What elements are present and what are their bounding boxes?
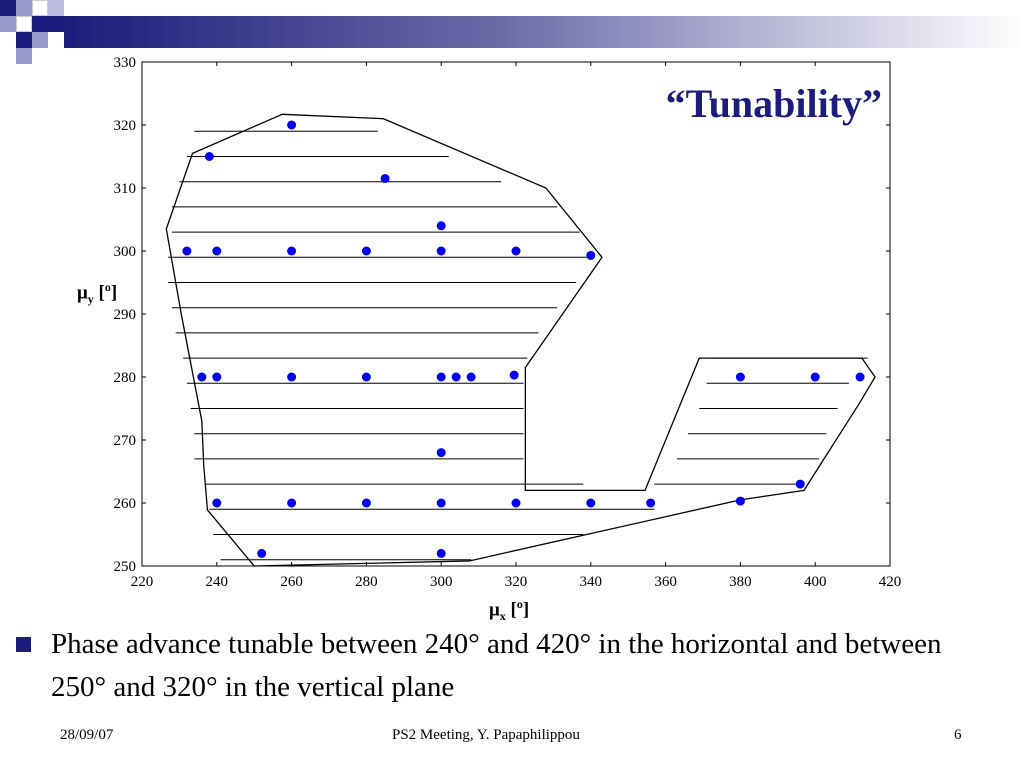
y-tick-label: 270 (113, 433, 136, 449)
x-tick-label: 260 (280, 574, 303, 590)
data-point (452, 373, 461, 382)
data-point (437, 373, 446, 382)
data-point (856, 373, 865, 382)
y-tick-label: 310 (113, 181, 136, 197)
data-point (736, 497, 745, 506)
data-point (437, 221, 446, 230)
y-tick-label: 250 (113, 559, 136, 575)
x-tick-label: 240 (205, 574, 229, 590)
data-point (811, 373, 820, 382)
data-point (467, 373, 476, 382)
page-number: 6 (954, 727, 962, 743)
data-point (512, 499, 521, 508)
data-point (212, 247, 221, 256)
data-point (287, 499, 296, 508)
x-tick-label: 380 (729, 574, 752, 590)
x-axis-label: $\mu_x$ [$^o$] (489, 597, 530, 624)
y-axis-label: $\mu_y$ [$^o$] (77, 280, 118, 307)
hatch-lines (168, 131, 867, 559)
data-point (646, 499, 655, 508)
x-tick-label: 280 (355, 574, 378, 590)
plot-frame (142, 62, 890, 566)
data-point (362, 499, 371, 508)
data-point (437, 499, 446, 508)
data-point (512, 247, 521, 256)
y-tick-label: 330 (113, 55, 136, 71)
data-point (586, 499, 595, 508)
data-point (437, 448, 446, 457)
data-point (586, 251, 595, 260)
data-point (287, 121, 296, 130)
y-tick-label: 320 (113, 118, 136, 134)
footer-center: PS2 Meeting, Y. Papaphilippou (392, 727, 580, 743)
y-tick-label: 300 (113, 244, 136, 260)
data-point (381, 174, 390, 183)
data-point (437, 247, 446, 256)
data-point (212, 373, 221, 382)
data-point (197, 373, 206, 382)
data-point (205, 152, 214, 161)
x-tick-label: 220 (130, 574, 154, 590)
y-axis (114, 55, 891, 575)
x-tick-label: 420 (878, 574, 902, 590)
x-tick-label: 340 (579, 574, 603, 590)
data-point (736, 373, 745, 382)
x-tick-label: 300 (429, 574, 453, 590)
x-axis (131, 62, 902, 590)
x-tick-label: 360 (654, 574, 677, 590)
y-tick-label: 260 (113, 496, 136, 512)
data-points (182, 121, 864, 558)
data-point (510, 371, 519, 380)
x-tick-label: 400 (803, 574, 827, 590)
data-point (362, 373, 371, 382)
bullet-text: Phase advance tunable between 240° and 420° in the horizontal and between 250° and 320° in the vertical plane (51, 628, 942, 703)
data-point (362, 247, 371, 256)
data-point (257, 549, 266, 558)
bullet-square-icon (16, 637, 31, 652)
x-tick-label: 320 (504, 574, 528, 590)
y-tick-label: 290 (113, 307, 136, 323)
data-point (437, 549, 446, 558)
data-point (182, 247, 191, 256)
data-point (287, 247, 296, 256)
footer-date: 28/09/07 (60, 727, 114, 743)
data-point (796, 480, 805, 489)
y-tick-label: 280 (113, 370, 136, 386)
slide-title: “Tunability” (665, 81, 882, 126)
data-point (212, 499, 221, 508)
data-point (287, 373, 296, 382)
